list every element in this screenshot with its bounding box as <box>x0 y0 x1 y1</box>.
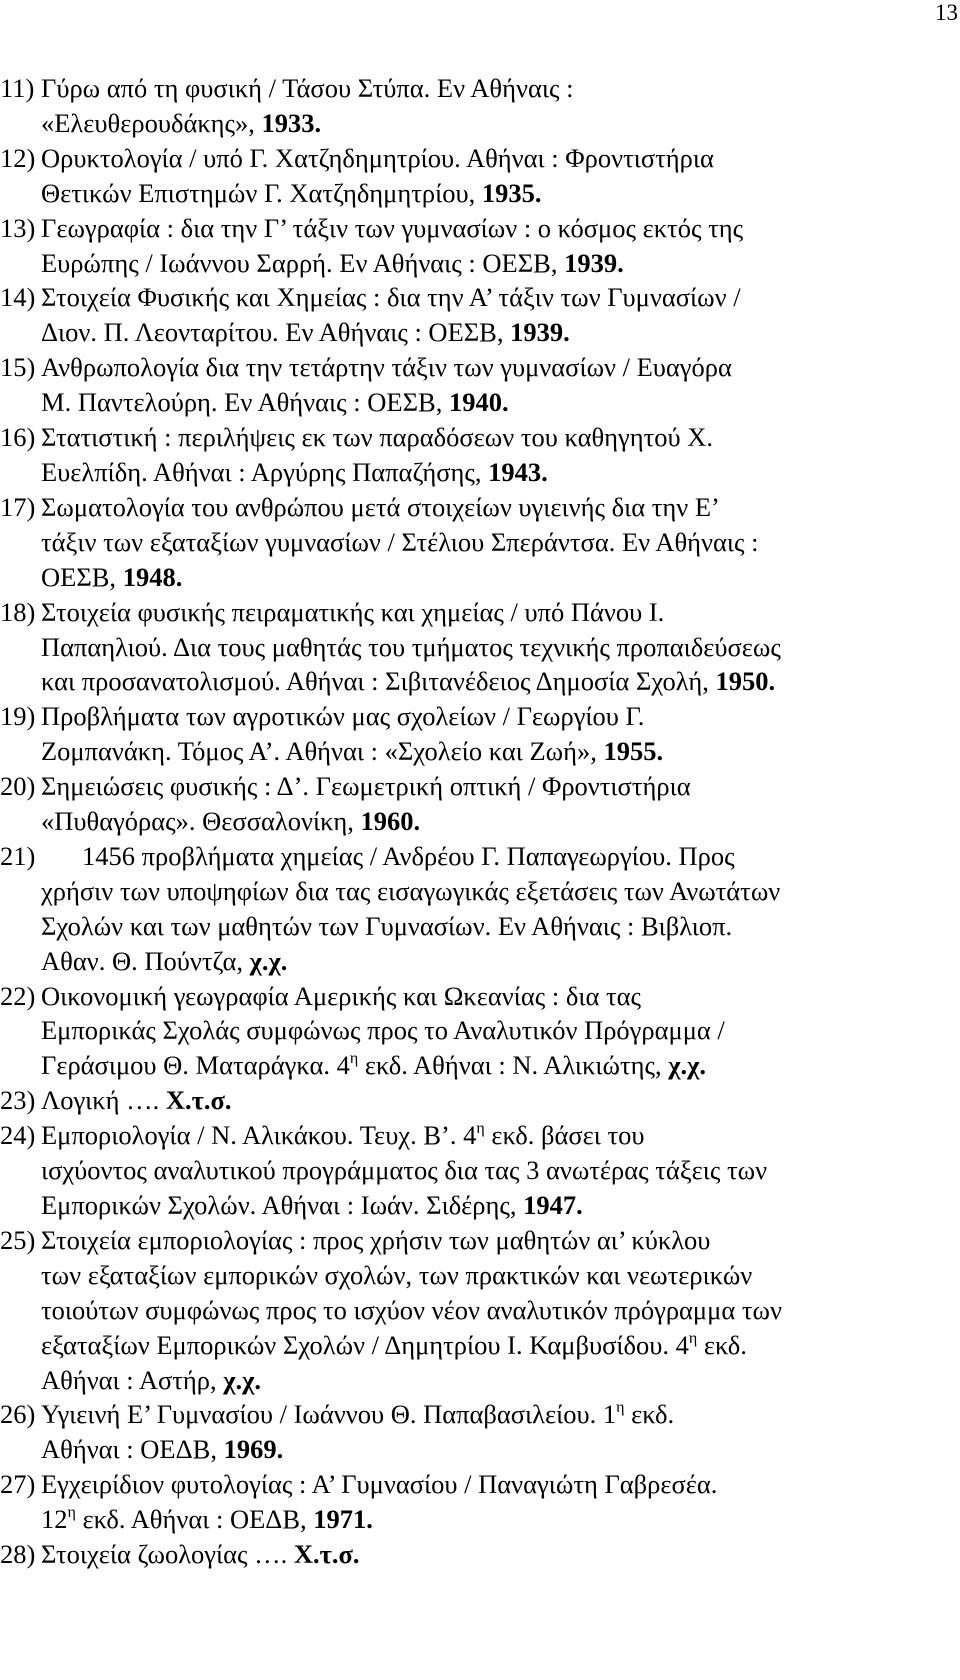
entry-line <box>41 1188 960 1223</box>
bold-text: χ.χ. <box>223 1364 261 1395</box>
superscript-text: η <box>616 1399 625 1417</box>
entry-text: Γεράσιμου Θ. Ματαράγκα. 4 <box>41 1050 350 1081</box>
entry-text: χρήσιν των υποψηφίων δια τας εισαγωγικάς εξετάσεις των Ανωτάτων <box>41 875 781 906</box>
entry-line <box>41 246 960 281</box>
entry-number: 15) <box>0 352 36 383</box>
entry-line <box>41 1223 960 1258</box>
entry-number: 27) <box>0 1469 36 1500</box>
bibliography-entry <box>0 1223 960 1398</box>
entry-text: Σχολών και των μαθητών των Γυμνασίων. Εν Αθήναις : Βιβλιοπ. <box>41 910 733 941</box>
entry-text: Εμποριολογία / Ν. Αλικάκου. Τευχ. Β’. 4 <box>41 1120 477 1151</box>
entry-line <box>41 280 960 315</box>
bold-text: χ.χ. <box>249 945 288 976</box>
bibliography-entry <box>0 839 960 979</box>
entry-text: Ανθρωπολογία δια την τετάρτην τάξιν των γυμνασίων / Ευαγόρα <box>41 352 732 383</box>
entry-text: Ευελπίδη. Αθήναι : Αργύρης Παπαζήσης, <box>41 456 489 487</box>
page-number: 13 <box>935 0 958 25</box>
entry-line <box>41 1153 960 1188</box>
entry-number: 20) <box>0 771 36 802</box>
bold-text: 1935. <box>481 177 542 208</box>
entry-text: εκδ. βάσει του <box>484 1120 645 1151</box>
entry-text: Λογική …. <box>41 1085 166 1116</box>
entry-line <box>41 839 960 874</box>
entry-text: Ορυκτολογία / υπό Γ. Χατζηδημητρίου. Αθήναι : Φροντιστήρια <box>41 142 714 173</box>
entry-text: Οικονομική γεωγραφία Αμερικής και Ωκεανίας : δια τας <box>41 980 642 1011</box>
entry-line <box>41 734 960 769</box>
entry-number: 22) <box>0 980 36 1011</box>
entry-number: 11) <box>0 73 35 103</box>
bold-text: Χ.τ.σ. <box>293 1539 360 1570</box>
bibliography-entry <box>0 420 960 490</box>
entry-number: 23) <box>0 1085 36 1116</box>
entry-text: Γύρω από τη φυσική / Τάσου Στύπα. Εν Αθήναις : <box>41 73 574 103</box>
bold-text: 1969. <box>223 1434 284 1465</box>
bold-text: 1939. <box>564 247 624 278</box>
entry-text: εκδ. <box>697 1329 747 1360</box>
entry-text: Σωματολογία του ανθρώπου μετά στοιχείων υγιεινής δια την Ε’ <box>41 491 720 522</box>
entry-line <box>41 874 960 909</box>
entry-text: 1456 προβλήματα χημείας / Ανδρέου Γ. Παπαγεωργίου. Προς <box>82 840 735 871</box>
entry-line <box>41 350 960 385</box>
entry-number: 16) <box>0 422 36 453</box>
entry-line <box>41 176 960 211</box>
entry-text: Στοιχεία Φυσικής και Χημείας : δια την Α’ τάξιν των Γυμνασίων / <box>41 282 741 313</box>
entry-line <box>41 1083 960 1118</box>
entry-line <box>41 804 960 839</box>
bibliography-list <box>0 71 960 1572</box>
bold-text: 1933. <box>261 107 322 138</box>
entry-line <box>41 106 960 141</box>
entry-line <box>41 769 960 804</box>
entry-text: «Ελευθερουδάκης», <box>41 107 262 138</box>
entry-line <box>41 141 960 176</box>
entry-number: 24) <box>0 1120 36 1151</box>
entry-line <box>41 560 960 595</box>
entry-line <box>41 1363 960 1398</box>
entry-line <box>41 1397 960 1432</box>
entry-text: τοιούτων συμφώνως προς το ισχύον νέον αναλυτικόν πρόγραμμα των <box>41 1294 782 1325</box>
bold-text: 1950. <box>715 666 776 697</box>
entry-number: 25) <box>0 1224 36 1255</box>
entry-text: ΟΕΣΒ, <box>41 561 123 592</box>
entry-number: 17) <box>0 491 36 522</box>
entry-line <box>41 455 960 490</box>
entry-text: τάξιν των εξαταξίων γυμνασίων / Στέλιου Σπεράντσα. Εν Αθήναις : <box>41 526 759 557</box>
entry-text: εξαταξίων Εμπορικών Σχολών / Δημητρίου Ι. Καμβυσίδου. 4 <box>41 1329 689 1360</box>
entry-text: Στοιχεία φυσικής πειραματικής και χημείας / υπό Πάνου Ι. <box>41 596 665 627</box>
bibliography-entry <box>0 595 960 700</box>
bibliography-entry <box>0 979 960 1084</box>
bibliography-entry <box>0 1083 960 1118</box>
entry-line <box>41 664 960 699</box>
entry-text: Υγιεινή Ε’ Γυμνασίου / Ιωάννου Θ. Παπαβασιλείου. 1 <box>41 1399 617 1430</box>
entry-line <box>41 595 960 630</box>
entry-text: Εγχειρίδιον φυτολογίας : Α’ Γυμνασίου / Παναγιώτη Γαβρεσέα. <box>41 1469 718 1500</box>
entry-line <box>41 944 960 979</box>
entry-text: Αθαν. Θ. Πούντζα, <box>41 945 250 976</box>
bibliography-entry <box>0 1537 960 1572</box>
entry-text: ισχύοντος αναλυτικού προγράμματος δια τας 3 ανωτέρας τάξεις των <box>41 1155 768 1186</box>
entry-number: 26) <box>0 1399 36 1430</box>
bibliography-entry <box>0 350 960 420</box>
entry-line <box>41 1258 960 1293</box>
bibliography-entry <box>0 211 960 281</box>
entry-text: Εμπορικών Σχολών. Αθήναι : Ιωάν. Σιδέρης, <box>41 1190 524 1220</box>
bibliography-entry <box>0 490 960 595</box>
bold-text: χ.χ. <box>668 1050 706 1081</box>
entry-number: 13) <box>0 212 36 243</box>
entry-number: 28) <box>0 1539 36 1570</box>
bold-text: Χ.τ.σ. <box>165 1085 232 1116</box>
entry-line <box>41 211 960 246</box>
entry-line <box>41 525 960 560</box>
entry-line <box>41 71 960 106</box>
entry-line <box>41 1013 960 1048</box>
entry-text: Διον. Π. Λεονταρίτου. Εν Αθήναις : ΟΕΣΒ, <box>41 317 511 348</box>
entry-line <box>41 420 960 455</box>
entry-text: Παπαηλιού. Δια τους μαθητάς του τμήματος τεχνικής προπαιδεύσεως <box>41 631 781 662</box>
bibliography-entry <box>0 71 960 141</box>
entry-text: Ζομπανάκη. Τόμος Α’. Αθήναι : «Σχολείο και Ζωή», <box>41 736 604 767</box>
entry-number: 18) <box>0 596 36 627</box>
bold-text: 1948. <box>122 561 183 592</box>
bold-text: 1947. <box>523 1190 583 1220</box>
entry-text: Μ. Παντελούρη. Εν Αθήναις : ΟΕΣΒ, <box>41 387 449 418</box>
entry-line <box>41 699 960 734</box>
entry-line <box>41 1502 960 1537</box>
bibliography-entry <box>0 1397 960 1467</box>
entry-text: Αθήναι : Αστήρ, <box>41 1364 224 1395</box>
entry-text: και προσανατολισμού. Αθήναι : Σιβιτανέδειος Δημοσία Σχολή, <box>41 666 716 697</box>
entry-text: Προβλήματα των αγροτικών μας σχολείων / Γεωργίου Γ. <box>41 701 645 732</box>
entry-text: Αθήναι : ΟΕΔΒ, <box>41 1434 224 1465</box>
bold-text: 1960. <box>360 806 421 837</box>
bibliography-entry <box>0 1118 960 1223</box>
entry-line <box>41 979 960 1014</box>
entry-text: Στοιχεία εμποριολογίας : προς χρήσιν των μαθητών αι’ κύκλου <box>41 1224 711 1255</box>
entry-text: 12 <box>41 1504 68 1535</box>
entry-number: 14) <box>0 282 36 313</box>
superscript-text: η <box>688 1329 698 1347</box>
entry-line <box>41 315 960 350</box>
bold-text: 1955. <box>603 736 664 767</box>
entry-number: 12) <box>0 142 36 173</box>
bibliography-entry <box>0 769 960 839</box>
superscript-text: η <box>349 1050 359 1068</box>
bold-text: 1940. <box>448 387 509 418</box>
entry-text: εκδ. Αθήναι : ΟΕΔΒ, <box>75 1504 314 1535</box>
bold-text: 1939. <box>510 317 570 348</box>
entry-line <box>41 1328 960 1363</box>
entry-text: Θετικών Επιστημών Γ. Χατζηδημητρίου, <box>41 177 482 208</box>
entry-line <box>41 1048 960 1083</box>
entry-line <box>41 1537 960 1572</box>
entry-line <box>41 385 960 420</box>
entry-text: Στοιχεία ζωολογίας …. <box>41 1539 294 1570</box>
bibliography-entry <box>0 699 960 769</box>
entry-line <box>41 630 960 665</box>
entry-text: Εμπορικάς Σχολάς συμφώνως προς το Αναλυτικόν Πρόγραμμα / <box>41 1015 725 1046</box>
entry-text: εκδ. Αθήναι : Ν. Αλικιώτης, <box>358 1050 669 1081</box>
entry-text: Στατιστική : περιλήψεις εκ των παραδόσεων του καθηγητού Χ. <box>41 422 713 453</box>
entry-text: «Πυθαγόρας». Θεσσαλονίκη, <box>41 806 361 837</box>
bibliography-entry <box>0 280 960 350</box>
entry-text: Γεωγραφία : δια την Γ’ τάξιν των γυμνασίων : ο κόσμος εκτός της <box>41 212 744 243</box>
entry-line <box>41 1118 960 1153</box>
superscript-text: η <box>476 1120 485 1138</box>
bibliography-entry <box>0 141 960 211</box>
superscript-text: η <box>67 1504 76 1522</box>
bibliography-entry <box>0 1467 960 1537</box>
entry-line <box>41 909 960 944</box>
bold-text: 1971. <box>313 1504 373 1535</box>
entry-text: εκδ. <box>624 1399 675 1430</box>
entry-line <box>41 1293 960 1328</box>
entry-number: 21) <box>0 840 36 871</box>
entry-number: 19) <box>0 701 36 732</box>
entry-line <box>41 490 960 525</box>
entry-line <box>41 1432 960 1467</box>
entry-text: των εξαταξίων εμπορικών σχολών, των πρακτικών και νεωτερικών <box>41 1259 753 1290</box>
bold-text: 1943. <box>488 456 548 487</box>
entry-line <box>41 1467 960 1502</box>
entry-text: Ευρώπης / Ιωάννου Σαρρή. Εν Αθήναις : ΟΕΣΒ, <box>41 247 565 278</box>
entry-text: Σημειώσεις φυσικής : Δ’. Γεωμετρική οπτική / Φροντιστήρια <box>41 771 691 802</box>
